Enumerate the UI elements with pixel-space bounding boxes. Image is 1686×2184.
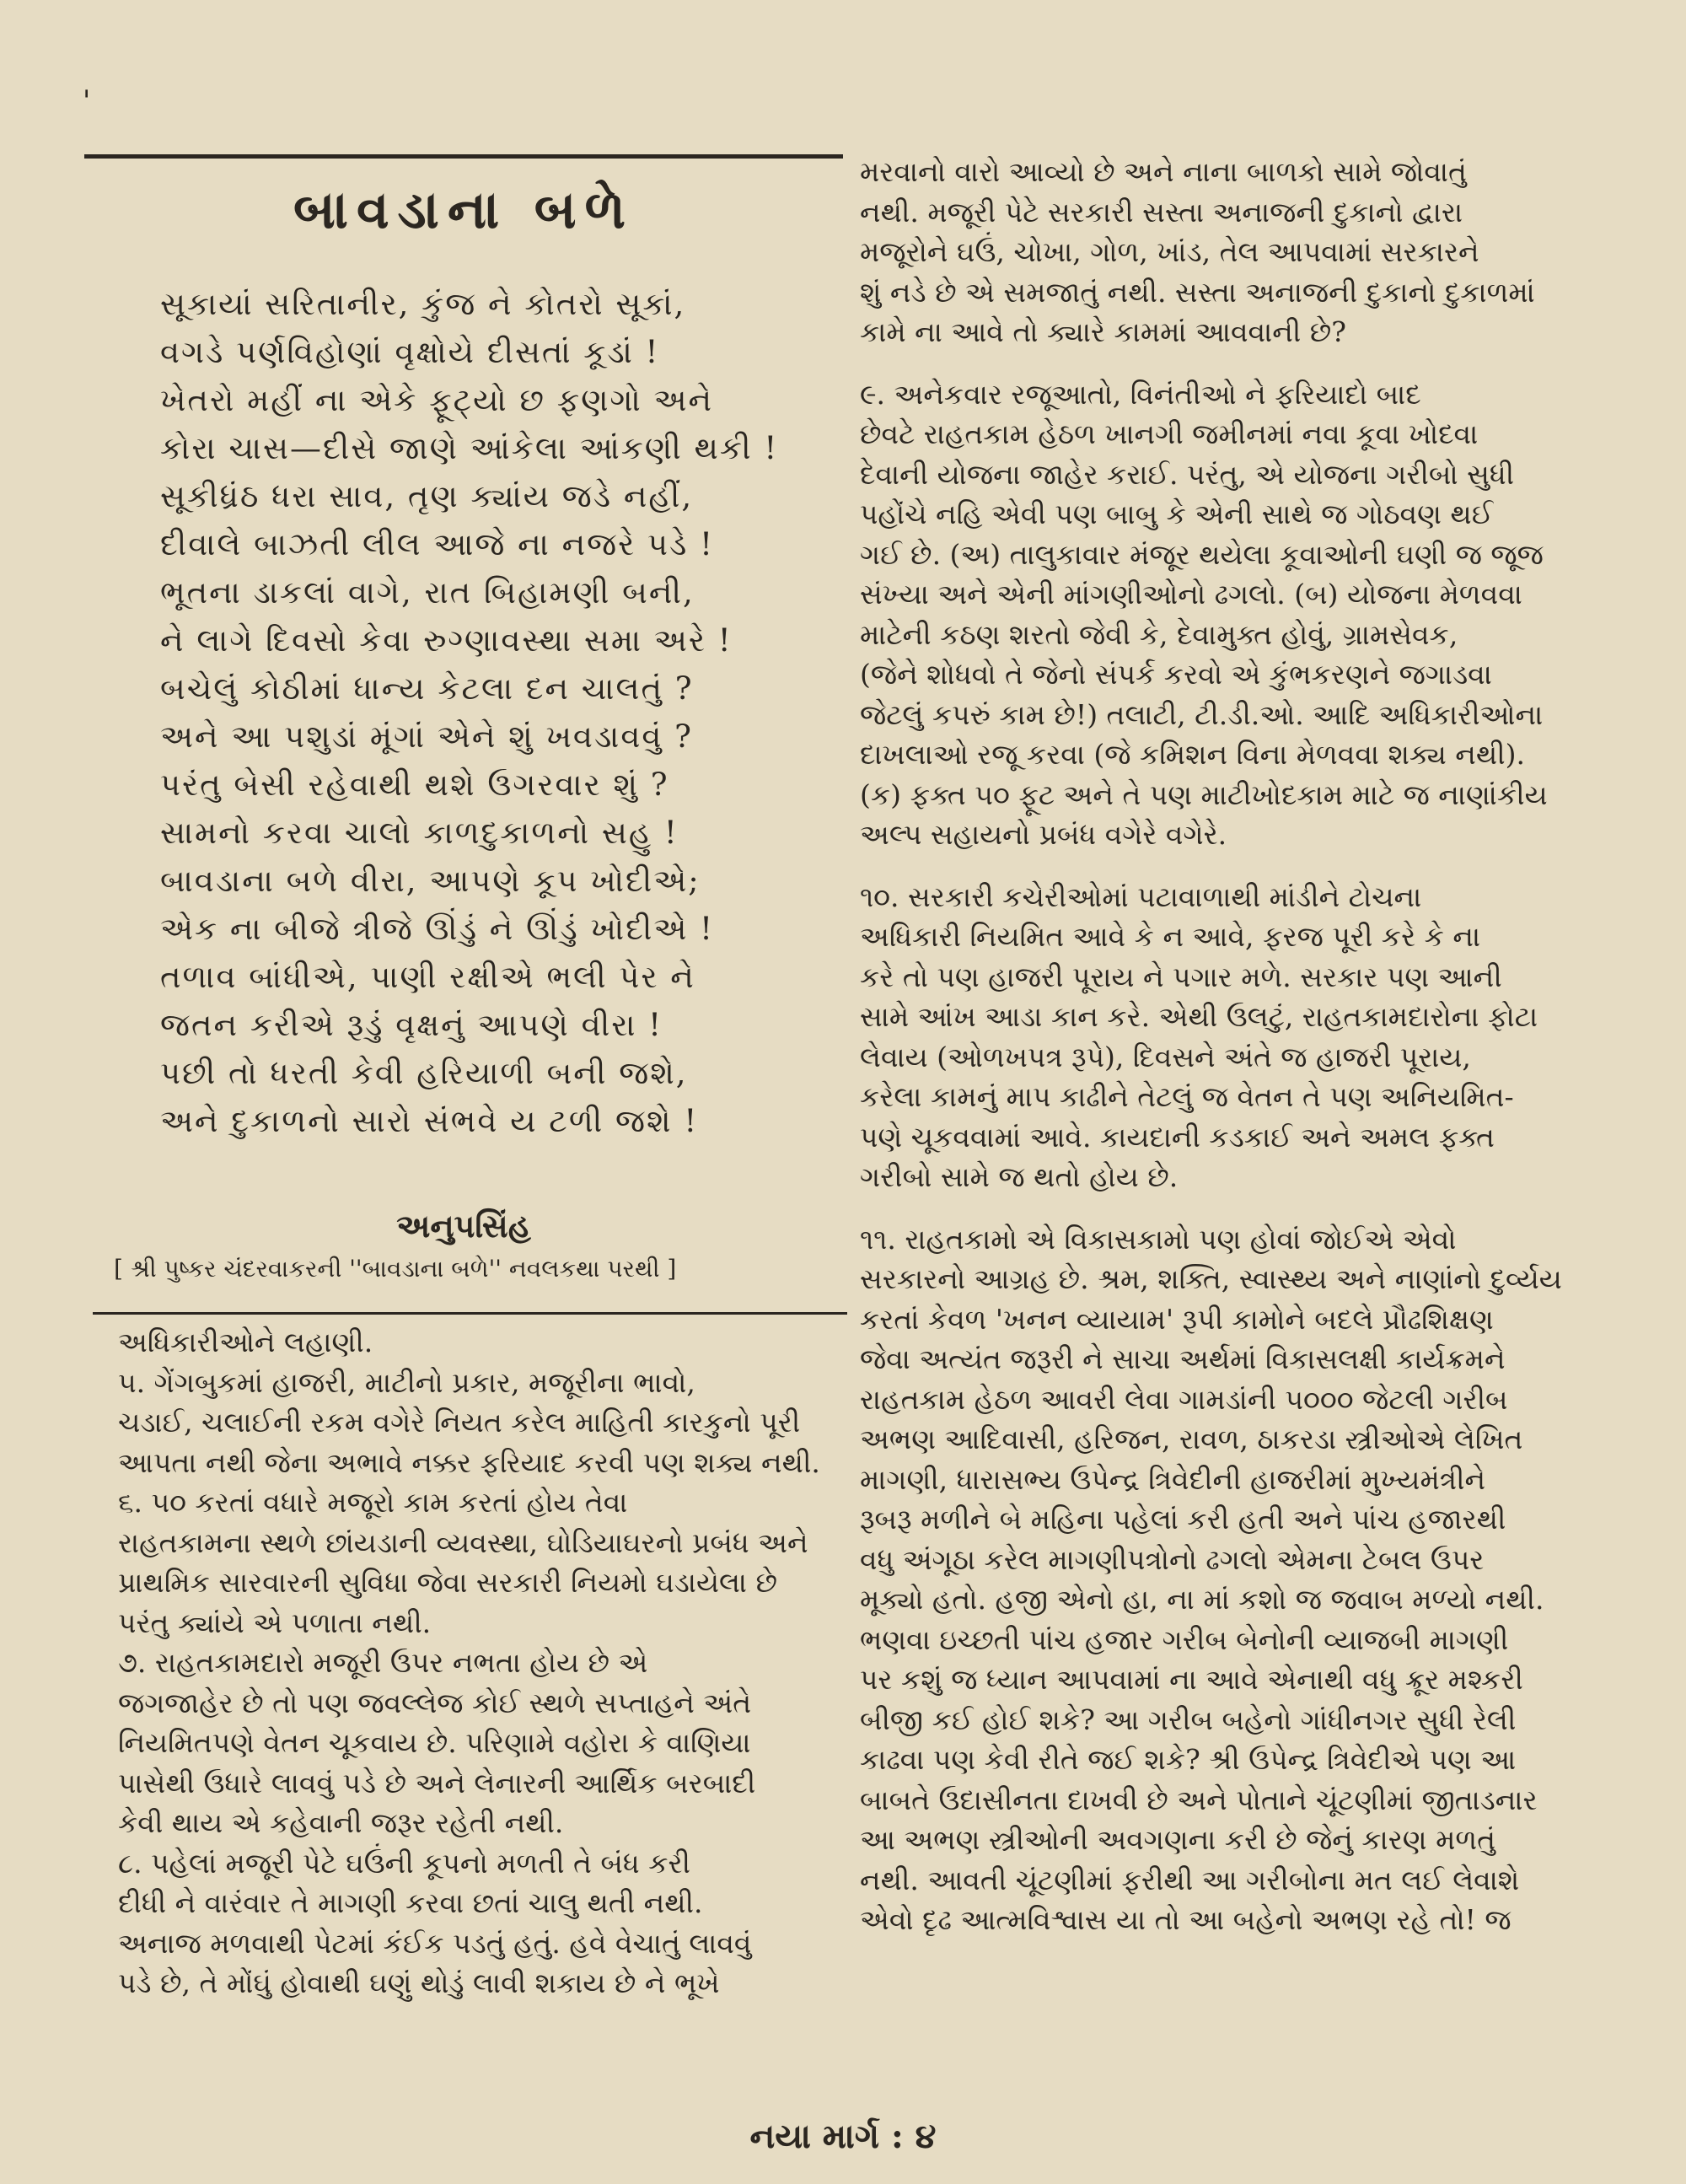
article-paragraph: ૧૦. સરકારી કચેરીઓમાં પટાવાળાથી માંડીને ટોચના અધિકારી નિયમિત આવે કે ન આવે, ફરજ પૂરી કરે કે ના કરે તો પણ હાજરી પૂરાય ને પગાર મળે. સરકાર પણ આની સામે આંખ આડા કાન કરે. એથી ઉલટું, રાહતકામદારોના ફોટા લેવાય (ઓળખપત્ર રૂપે), દિવસને અંતે જ હાજરી પૂરાય, કરેલા કામનું માપ કાઢીને તેટલું જ વેતન તે પણ અનિયમિત- પણે ચૂકવવામાં આવે. કાયદાની કડકાઈ અને અમલ ફક્ત ગરીબો સામે જ થતો હોય છે.: [860, 880, 1538, 1193]
poem-line: સૂકાયાં સરિતાનીર, કુંજ ને કોતરો સૂકાં,: [160, 286, 686, 322]
poem-title: બાવડાના બળે: [293, 179, 634, 240]
top-rule: [84, 154, 843, 159]
poem-line: જતન કરીએ રૂડું વૃક્ષનું આપણે વીરા !: [160, 1007, 663, 1043]
page-speck: ': [83, 84, 91, 118]
page-footer: નયા માર્ગ : ૪: [749, 2117, 937, 2156]
article-paragraph: ૮. પહેલાં મજૂરી પેટે ઘઉંની કૂપનો મળતી તે બંધ કરી દીધી ને વારંવાર તે માગણી કરવા છતાં ચાલુ થતી નથી. અનાજ મળવાથી પેટમાં કંઈક પડતું હતું. હવે વેચાતું લાવવું પડે છે, તે મોંઘું હોવાથી ઘણું થોડું લાવી શકાય છે ને ભૂખે: [118, 1846, 752, 1999]
poem-line: પરંતુ બેસી રહેવાથી થશે ઉગરવાર શું ?: [160, 767, 669, 803]
article-paragraph: ૧૧. રાહતકામો એ વિકાસકામો પણ હોવાં જોઈએ એવો સરકારનો આગ્રહ છે. શ્રમ, શક્તિ, સ્વાસ્થ્ય અને નાણાંનો દુર્વ્યય કરતાં કેવળ 'ખનન વ્યાયામ' રૂપી કામોને બદલે પ્રૌઢશિક્ષણ જેવા અત્યંત જરૂરી ને સાચા અર્થમાં વિકાસલક્ષી કાર્યક્રમને રાહતકામ હેઠળ આવરી લેવા ગામડાંની ૫૦૦૦ જેટલી ગરીબ અભણ આદિવાસી, હરિજન, રાવળ, ઠાકરડા સ્ત્રીઓએ લેખિત માગણી, ધારાસભ્ય ઉપેન્દ્ર ત્રિવેદીની હાજરીમાં મુખ્યમંત્રીને રૂબરૂ મળીને બે મહિના પહેલાં કરી હતી અને પાંચ હજારથી વધુ અંગૂઠા કરેલ માગણીપત્રોનો ઢગલો એમના ટેબલ ઉપર મૂક્યો હતો. હજી એનો હા, ના માં કશો જ જવાબ મળ્યો નથી. ભણવા ઇચ્છતી પાંચ હજાર ગરીબ બેનોની વ્યાજબી માગણી પર કશું જ ધ્યાન આપવામાં ના આવે એનાથી વધુ ક્રૂર મશ્કરી બીજી કઈ હોઈ શકે? આ ગરીબ બહેનો ગાંધીનગર સુધી રેલી કાઢવા પણ કેવી રીતે જઈ શકે? શ્રી ઉપેન્દ્ર ત્રિવેદીએ પણ આ બાબતે ઉદાસીનતા દાખવી છે અને પોતાને ચૂંટણીમાં જીતાડનાર આ અભણ સ્ત્રીઓની અવગણના કરી છે જેનું કારણ મળતું નથી. આવતી ચૂંટણીમાં ફરીથી આ ગરીબોના મત લઈ લેવાશે એવો દૃઢ આત્મવિશ્વાસ યા તો આ બહેનો અભણ રહે તો! જ: [860, 1222, 1562, 1936]
article-paragraph: ૭. રાહતકામદારો મજૂરી ઉપર નભતા હોય છે એ જગજાહેર છે તો પણ જવલ્લેજ કોઈ સ્થળે સપ્તાહને અંતે નિયમિતપણે વેતન ચૂકવાય છે. પરિણામે વહોરા કે વાણિયા પાસેથી ઉધારે લાવવું પડે છે અને લેનારની આર્થિક બરબાદી કેવી થાય એ કહેવાની જરૂર રહેતી નથી.: [118, 1646, 756, 1839]
poem-source-note: [ શ્રી પુષ્કર ચંદરવાકરની ''બાવડાના બળે'' નવલકથા પરથી ]: [114, 1255, 677, 1283]
left-column-article: [118, 1322, 851, 2004]
article-paragraph: મરવાનો વારો આવ્યો છે અને નાના બાળકો સામે જોવાતું નથી. મજૂરી પેટે સરકારી સસ્તા અનાજની દુકાનો દ્વારા મજૂરોને ઘઉં, ચોખા, ગોળ, ખાંડ, તેલ આપવામાં સરકારને શું નડે છે એ સમજાતું નથી. સસ્તા અનાજની દુકાનો દુકાળમાં કામે ના આવે તો ક્યારે કામમાં આવવાની છે?: [860, 155, 1535, 348]
article-paragraph: ૯. અનેકવાર રજૂઆતો, વિનંતીઓ ને ફરિયાદો બાદ છેવટે રાહતકામ હેઠળ ખાનગી જમીનમાં નવા કૂવા ખોદવા દેવાની યોજના જાહેર કરાઈ. પરંતુ, એ યોજના ગરીબો સુધી પહોંચે નહિ એવી પણ બાબુ કે એની સાથે જ ગોઠવણ થઈ ગઈ છે. (અ) તાલુકાવાર મંજૂર થયેલા કૂવાઓની ઘણી જ જૂજ સંખ્યા અને એની માંગણીઓનો ઢગલો. (બ) યોજના મેળવવા માટેની કઠણ શરતો જેવી કે, દેવામુક્ત હોવું, ગ્રામસેવક, (જેને શોધવો તે જેનો સંપર્ક કરવો એ કુંભકરણને જગાડવા જેટલું કપરું કામ છે!) તલાટી, ટી.ડી.ઓ. આદિ અધિકારીઓના દાખલાઓ રજૂ કરવા (જે કમિશન વિના મેળવવા શક્ય નથી). (ક) ફક્ત ૫૦ ફૂટ અને તે પણ માટીખોદકામ માટે જ નાણાંકીય અલ્પ સહાયનો પ્રબંધ વગેરે વગેરે.: [860, 377, 1548, 851]
poem-line: ખેતરો મહીં ના એકે ફૂટ્યો છ ફણગો અને: [160, 382, 714, 418]
article-paragraph: ૬. ૫૦ કરતાં વધારે મજૂરો કામ કરતાં હોય તેવા રાહતકામના સ્થળે છાંયડાની વ્યવસ્થા, ઘોડિયાઘરનો પ્રબંધ અને પ્રાથમિક સારવારની સુવિધા જેવા સરકારી નિયમો ઘડાયેલા છે પરંતુ ક્યાંયે એ પળાતા નથી.: [118, 1486, 808, 1639]
poem-line: વગડે પર્ણવિહોણાં વૃક્ષોયે દીસતાં કૂડાં !: [160, 334, 660, 370]
poem-line: દીવાલે બાઝતી લીલ આજે ના નજરે પડે !: [160, 526, 714, 562]
poem-line: સામનો કરવા ચાલો કાળદુકાળનો સહુ !: [160, 815, 679, 851]
section-divider: [93, 1312, 847, 1315]
right-column-article: [860, 152, 1619, 1940]
poem-line: પછી તો ધરતી કેવી હરિયાળી બની જશે,: [160, 1055, 688, 1091]
poem-line: ને લાગે દિવસો કેવા રુગ્ણાવસ્થા સમા અરે !: [160, 622, 733, 659]
article-paragraph: અધિકારીઓને લહાણી.: [118, 1326, 373, 1358]
article-paragraph: ૫. ગેંગબુકમાં હાજરી, માટીનો પ્રકાર, મજૂરીના ભાવો, ચડાઈ, ચલાઈની રકમ વગેરે નિયત કરેલ માહિતી કારકુનો પૂરી આપતા નથી જેના અભાવે નક્કર ફરિયાદ કરવી પણ શક્ય નથી.: [118, 1365, 820, 1479]
poem-line: કોરા ચાસ—દીસે જાણે આંકેલા આંકણી થકી !: [160, 430, 779, 466]
poem-line: ભૂતના ડાકલાં વાગે, રાત બિહામણી બની,: [160, 574, 695, 611]
poem-line: અને આ પશુડાં મૂંગાં એને શું ખવડાવવું ?: [160, 718, 694, 755]
poem-body: [160, 280, 801, 1145]
poem-line: એક ના બીજે ત્રીજે ઊંડું ને ઊંડું ખોદીએ !: [160, 911, 715, 947]
poem-line: સૂકીધ્રંઠ ધરા સાવ, તૃણ ક્યાંય જડે નહીં,: [160, 478, 694, 514]
poem-line: અને દુકાળનો સારો સંભવે ય ટળી જશે !: [160, 1103, 699, 1139]
poem-line: તળાવ બાંધીએ, પાણી રક્ષીએ ભલી પેર ને: [160, 959, 695, 995]
poem-line: બાવડાના બળે વીરા, આપણે કૂપ ખોદીએ;: [160, 863, 701, 899]
poem-line: બચેલું કોઠીમાં ધાન્ય કેટલા દન ચાલતું ?: [160, 670, 694, 707]
poem-author: અનુપસિંહ: [396, 1207, 531, 1245]
